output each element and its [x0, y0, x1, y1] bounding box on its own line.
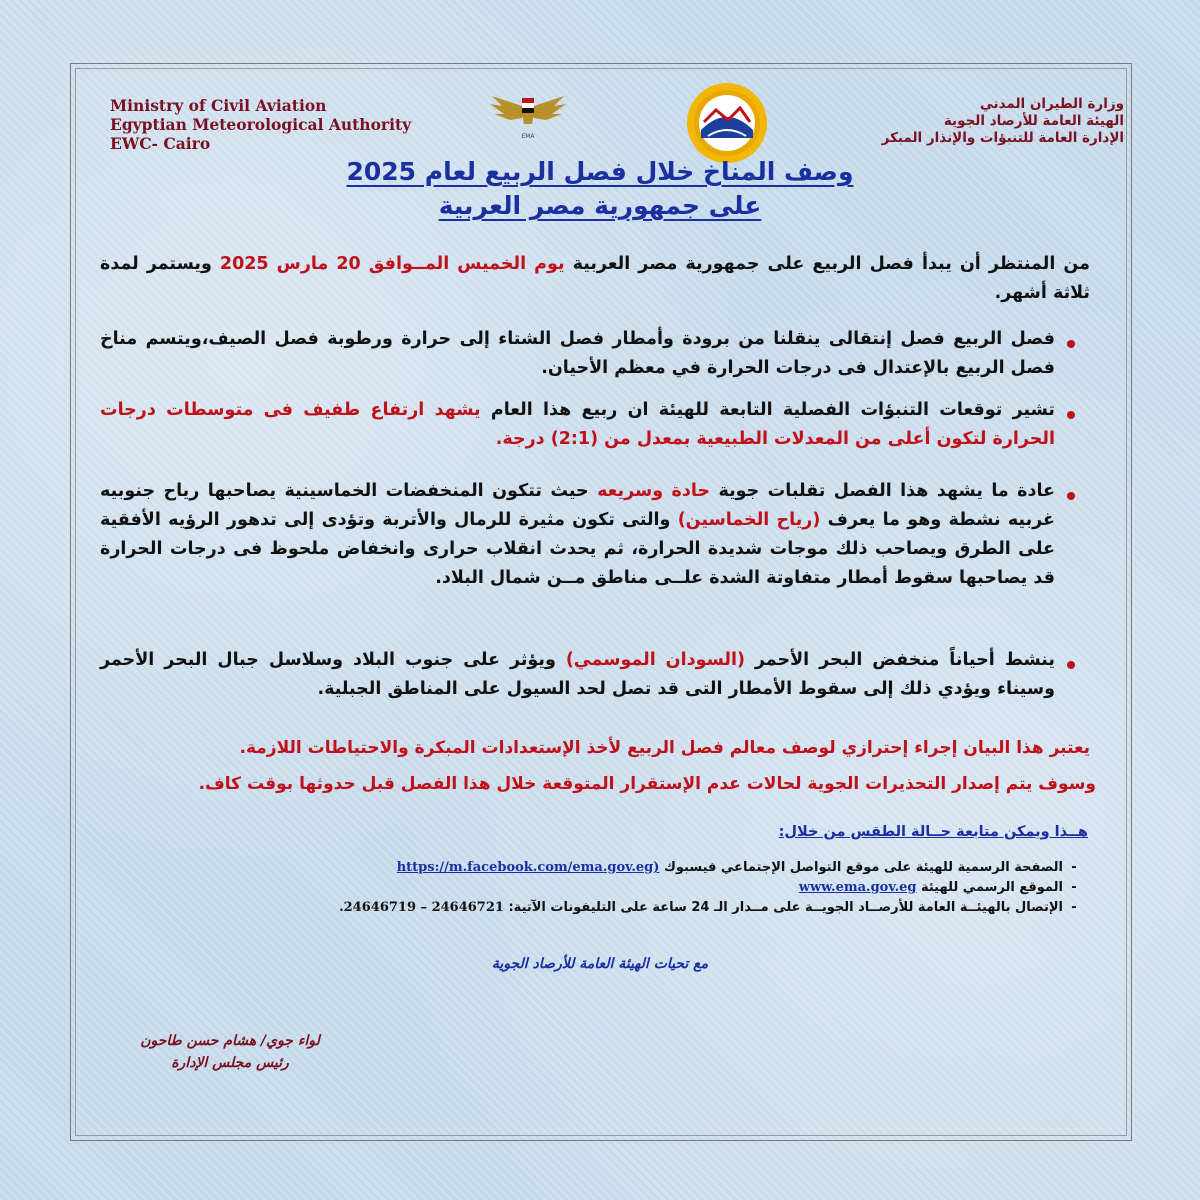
facebook-link[interactable]: (https://m.facebook.com/ema.gov.eg — [396, 860, 660, 875]
contact-heading: هــذا ويمكن متابعة حــالة الطقس من خلال: — [778, 824, 1088, 840]
bullet-highlight: يشهد ارتفاع طفيف فى متوسطات درجات الحرارة لتكون أعلى من المعدلات الطبيعية بمعدل من (2:1) درجة. — [100, 400, 1055, 449]
header-en-line: Ministry of Civil Aviation — [110, 96, 327, 115]
signature-role: رئيس مجلس الإدارة — [171, 1055, 289, 1071]
eagle-logo — [488, 88, 568, 148]
header-ar-line: وزارة الطيران المدني — [979, 96, 1124, 112]
bullet-item-3 — [100, 477, 1055, 593]
contact-item-phone: -الإتصال بالهيئــة العامة للأرصــاد الجويــة على مــدار الـ 24 ساعة على التليفونات الآتية: 24646721 – 24646719. — [339, 900, 1077, 915]
signature — [100, 1030, 360, 1074]
bullet-item-2 — [100, 396, 1055, 454]
website-link[interactable]: www.ema.gov.eg — [798, 880, 917, 895]
header-en-line: EWC- Cairo — [110, 134, 211, 153]
bullet-text: ينشط أحياناً منخفض البحر الأحمر — [744, 650, 1055, 670]
bullet-text: تشير توقعات التنبؤات الفصلية التابعة للهيئة ان ربيع هذا العام — [480, 400, 1056, 420]
bullet-item-4 — [100, 646, 1055, 704]
bullet-highlight: (رياح الخماسين) — [677, 510, 821, 530]
notice-2: وسوف يتم إصدار التحذيرات الجوية لحالات عدم الإستقرار المتوقعة خلال هذا الفصل قبل حدوثها بوقت كاف. — [198, 774, 1096, 794]
header-ar-line: الإدارة العامة للتنبؤات والإنذار المبكر — [881, 130, 1124, 146]
intro-paragraph — [100, 250, 1090, 308]
bullet-highlight: حادة وسريعه — [597, 481, 711, 501]
greeting: مع تحيات الهيئة العامة للأرصاد الجوية — [491, 956, 709, 972]
contact-item-website: -الموقع الرسمي للهيئة www.ema.gov.eg — [798, 880, 1077, 895]
intro-text: من المنتظر أن يبدأ فصل الربيع على جمهورية مصر العربية — [564, 254, 1090, 274]
header-en-line: Egyptian Meteorological Authority — [110, 115, 412, 134]
title-line-1: وصف المناخ خلال فصل الربيع لعام 2025 — [346, 157, 854, 186]
bullet-text: ويؤثر على جنوب البلاد وسلاسل جبال البحر الأحمر وسيناء ويؤدي ذلك إلى سقوط الأمطار التى قد تصل لحد السيول على المناطق الجبلية. — [100, 650, 1055, 699]
bullet-item-1 — [100, 325, 1055, 383]
contact-item-facebook: -الصفحة الرسمية للهيئة على موقع التواصل الإجتماعي فيسبوك (https://m.facebook.com/ema.gov.eg — [396, 860, 1077, 875]
contact-text: الإتصال بالهيئــة العامة للأرصــاد الجويــة على مــدار الـ 24 ساعة على التليفونات الآتية: — [508, 900, 1063, 915]
bullet-dot — [1067, 340, 1075, 348]
notice-1: يعتبر هذا البيان إجراء إحترازي لوصف معالم فصل الربيع لأخذ الإستعدادات المبكرة والاحتياطات اللازمة. — [239, 738, 1090, 758]
intro-date: يوم الخميس المــوافق 20 مارس 2025 — [219, 254, 565, 274]
bullet-dot — [1067, 661, 1075, 669]
bullet-text: فصل الربيع فصل إنتقالى ينقلنا من برودة وأمطار فصل الشتاء إلى حرارة ورطوبة فصل الصيف،ويتسم مناخ فصل الربيع بالإعتدال فى درجات الحرارة في معظم الأحيان. — [100, 329, 1055, 378]
title-line-2: على جمهورية مصر العربية — [438, 191, 762, 220]
ema-logo — [684, 80, 770, 166]
bullet-text: والتى تكون مثيرة للرمال والأتربة وتؤدى إلى تدهور الرؤيه الأفقية على الطرق ويصاحب ذلك موجات شديدة الحرارة، ثم يحدث انقلاب حرارى وانخفاض ملحوظ فى درجات الحرارة قد يصاحبها سقوط أمطار متفاوتة الشدة علــى مناطق مــن شمال البلاد. — [100, 510, 1055, 588]
header-english — [110, 96, 470, 153]
header-ar-line: الهيئة العامة للأرصاد الجوية — [943, 113, 1124, 129]
signature-name: لواء جوي/ هشام حسن طاحون — [140, 1033, 320, 1049]
header-arabic — [780, 96, 1124, 147]
phone-numbers: 24646721 – 24646719. — [339, 900, 504, 915]
bullet-highlight: (السودان الموسمي) — [565, 650, 745, 670]
bullet-dot — [1067, 492, 1075, 500]
contact-text: الصفحة الرسمية للهيئة على موقع التواصل الإجتماعي فيسبوك — [659, 860, 1063, 875]
contact-list — [150, 858, 1085, 918]
page-title — [200, 155, 1000, 223]
bullet-dot — [1067, 411, 1075, 419]
bullet-text: حيث تتكون المنخفضات الخماسينية يصاحبها رياح جنوبيه غربيه نشطة وهو ما يعرف — [100, 481, 1055, 530]
document-frame — [70, 63, 1132, 1141]
svg-text:EMA: EMA — [521, 133, 535, 140]
contact-text: الموقع الرسمي للهيئة — [916, 880, 1063, 895]
intro-text-end: ويستمر لمدة ثلاثة أشهر. — [100, 254, 1090, 303]
bullet-text: عادة ما يشهد هذا الفصل تقلبات جوية — [710, 481, 1056, 501]
